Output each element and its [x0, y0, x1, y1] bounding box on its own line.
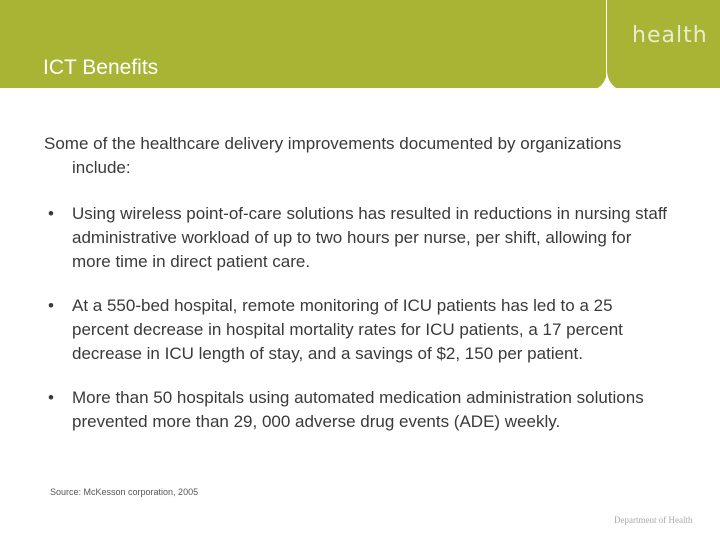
- bullet-icon: •: [48, 204, 54, 223]
- source-citation: Source: McKesson corporation, 2005: [50, 487, 199, 497]
- bullet-text: Using wireless point-of-care solutions has resulted in reductions in nursing staff administrative workload of up to two hours per nurse, per shift, allowing for more time in direct patient care.: [72, 204, 667, 271]
- bullet-item: [44, 202, 672, 274]
- bullet-text: More than 50 hospitals using automated medication administration solutions prevented more than 29, 000 adverse drug events (ADE) weekly.: [72, 388, 644, 431]
- slide-body: [44, 132, 684, 454]
- bullet-item: [44, 386, 672, 434]
- footer-logo-text: Department of Health: [614, 515, 693, 525]
- slide-title: ICT Benefits: [43, 56, 159, 79]
- diamond-star-icon: [588, 72, 626, 110]
- bullet-text: At a 550-bed hospital, remote monitoring of ICU patients has led to a 25 percent decrease in hospital mortality rates for ICU patients, a 17 percent decrease in ICU length of stay, and a savings of $2, 150 per patient.: [72, 296, 623, 363]
- bullet-list: [44, 202, 684, 434]
- vertical-divider: [606, 0, 607, 130]
- brand-wordmark: health: [632, 23, 708, 48]
- bullet-item: [44, 294, 672, 366]
- bullet-icon: •: [48, 296, 54, 315]
- bullet-icon: •: [48, 388, 54, 407]
- intro-text: Some of the healthcare delivery improvements documented by organizations include:: [44, 134, 622, 177]
